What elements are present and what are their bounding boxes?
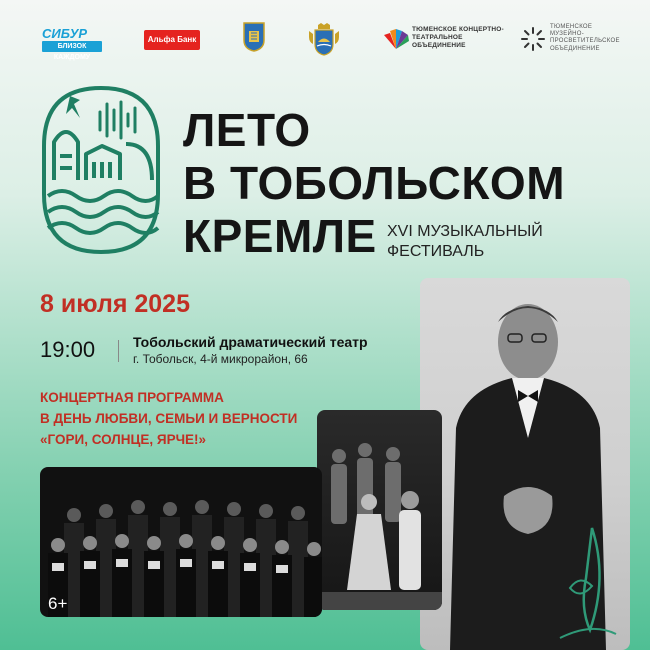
folk-performers-icon <box>317 410 442 610</box>
folk-stage-photo <box>317 410 442 610</box>
tmpo-line-1: ТЮМЕНСКОЕ <box>550 24 593 30</box>
sibur-logo <box>42 26 102 61</box>
age-rating: 6+ <box>48 594 68 613</box>
title-line-1: ЛЕТО <box>183 104 311 156</box>
tmpo-line-4: ОБЪЕДИНЕНИЕ <box>550 45 600 52</box>
subtitle-line-1: XVI МУЗЫКАЛЬНЫЙ <box>387 223 543 240</box>
sponsor-strip <box>0 18 650 62</box>
coat-of-arms-tobolsk-icon <box>243 22 265 52</box>
museum-sun-icon <box>520 26 546 52</box>
conductor-photo <box>420 278 630 650</box>
event-venue: Тобольский драматический театр <box>133 334 368 350</box>
tmpo-text <box>550 24 630 53</box>
conductor-silhouette-icon <box>420 278 630 650</box>
tko-fan-icon <box>382 27 410 51</box>
festival-subtitle <box>387 222 543 262</box>
tmpo-line-2: МУЗЕЙНО- <box>550 31 585 38</box>
program-line-1: КОНЦЕРТНАЯ ПРОГРАММА <box>40 390 224 405</box>
event-time: 19:00 <box>40 337 96 362</box>
tko-text: ТЮМЕНСКОЕ КОНЦЕРТНО-ТЕАТРАЛЬНОЕ ОБЪЕДИНЕНИЕ <box>412 26 504 49</box>
event-date: 8 июля 2025 <box>40 290 190 318</box>
alfa-bank-logo: Альфа Банк <box>144 30 200 50</box>
program-line-2: В ДЕНЬ ЛЮБВИ, СЕМЬИ И ВЕРНОСТИ <box>40 411 298 426</box>
tyumen-concert-theatre-logo <box>382 24 502 54</box>
subtitle-line-2: ФЕСТИВАЛЬ <box>387 243 485 260</box>
festival-kremlin-music-logo-icon <box>40 84 162 256</box>
coat-of-arms-tyumen-region-icon <box>307 22 341 56</box>
title-line-2: В ТОБОЛЬСКОМ <box>183 157 566 209</box>
tyumen-museum-logo <box>520 22 630 56</box>
choir-silhouette-icon <box>40 467 322 617</box>
event-address: г. Тобольск, 4-й микрорайон, 66 <box>133 352 308 366</box>
tmpo-line-3: ПРОСВЕТИТЕЛЬСКОЕ <box>550 38 620 45</box>
program-line-3: «ГОРИ, СОЛНЦЕ, ЯРЧЕ!» <box>40 432 207 447</box>
title-line-3: КРЕМЛЕ <box>183 210 377 262</box>
sibur-name: СИБУР <box>42 26 88 41</box>
concert-program <box>40 387 297 450</box>
choir-photo <box>40 467 322 617</box>
divider <box>118 340 119 362</box>
sibur-slogan: БЛИЗОК КАЖДОМУ <box>42 41 102 52</box>
